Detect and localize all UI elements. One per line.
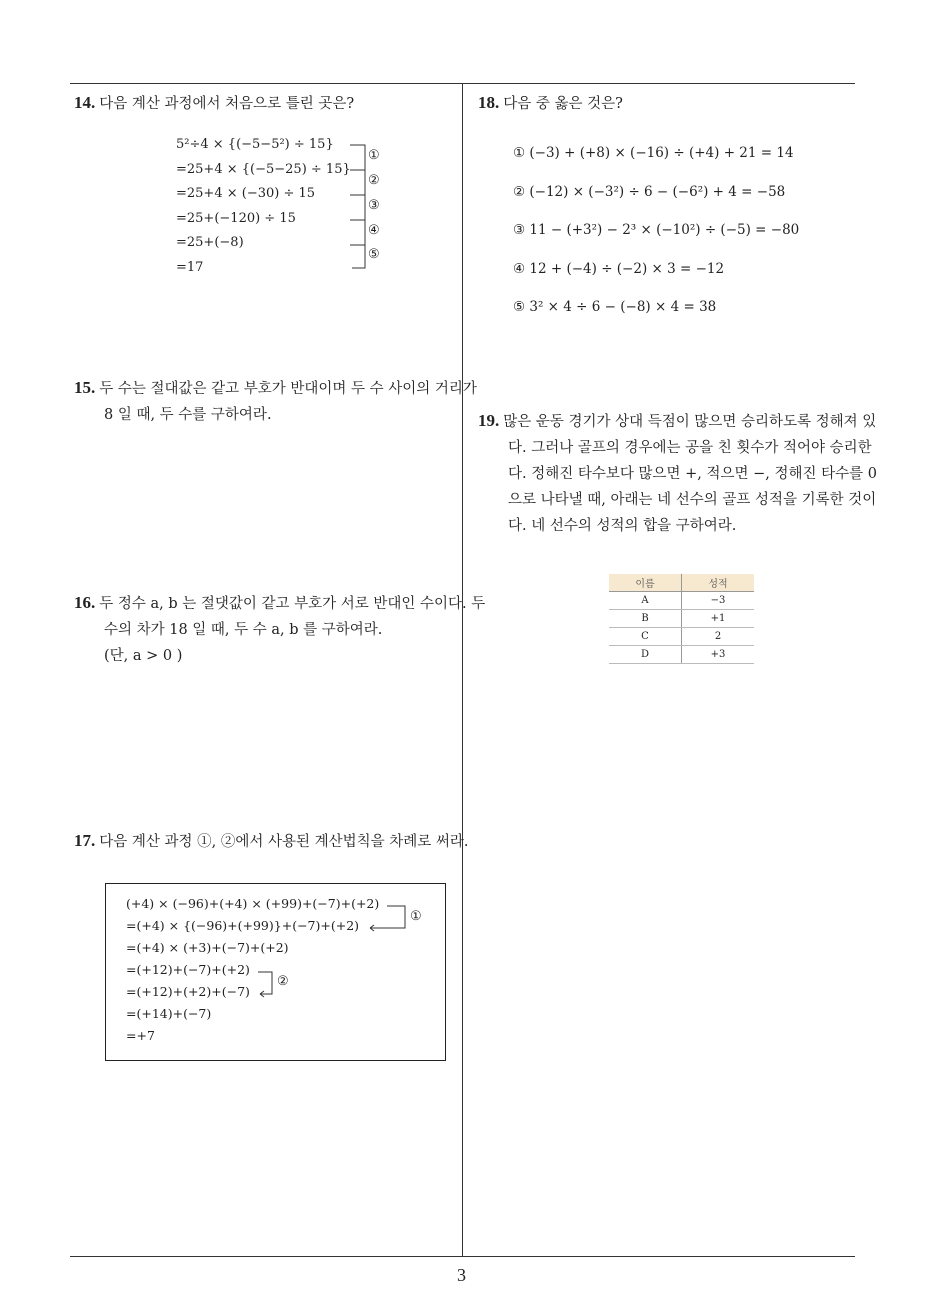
step-marker: ② (368, 173, 380, 188)
calc-line: =(+12)+(+2)+(−7) (126, 984, 250, 999)
option-4[interactable]: ④ 12 + (−4) ÷ (−2) × 3 = −12 (513, 260, 725, 277)
q18-options (513, 134, 799, 327)
calc-line: =(+4) × {(−96)+(+99)}+(−7)+(+2) (126, 918, 360, 933)
step-marker: ④ (368, 223, 380, 238)
option-3[interactable]: ③ 11 − (+3²) − 2³ × (−10²) ÷ (−5) = −80 (513, 222, 800, 238)
calc-line: =25+4 × (−30) ÷ 15 (176, 186, 316, 201)
calc-line: =+7 (126, 1028, 155, 1043)
question-number: 16. (74, 593, 96, 612)
table-row (609, 592, 754, 610)
golf-score-table (609, 574, 754, 664)
cell-score: −3 (682, 592, 755, 610)
question-16 (74, 590, 486, 669)
option-5[interactable]: ⑤ 3² × 4 ÷ 6 − (−8) × 4 = 38 (513, 299, 717, 315)
q17-step-brackets (250, 898, 410, 998)
cell-name: C (609, 628, 682, 646)
table-row (609, 610, 754, 628)
step-marker: ③ (368, 198, 380, 213)
cell-name: A (609, 592, 682, 610)
question-19 (478, 408, 890, 539)
table-row (609, 628, 754, 646)
bottom-rule (70, 1256, 855, 1257)
question-text: 많은 운동 경기가 상대 득점이 많으면 승리하도록 정해져 있다. 그러나 골프의 경우에는 공을 친 횟수가 적어야 승리한다. 정해진 타수보다 많으면 +, 적으면 −, 정해진 타수를 0으로 나타낼 때, 아래는 네 선수의 골프 성적을 기록한 것이다. 네 선수의 성적의 합을 구하여라. (503, 414, 877, 534)
calc-line: 5²÷4 × {(−5−5²) ÷ 15} (176, 137, 334, 152)
q14-calculation (176, 133, 351, 280)
calc-line: =17 (176, 259, 204, 275)
header-name: 이름 (609, 574, 682, 592)
calc-line: =(+4) × (+3)+(−7)+(+2) (126, 940, 289, 955)
calc-line: =25+(−8) (176, 235, 244, 250)
question-15 (74, 375, 486, 428)
question-17 (74, 828, 486, 855)
question-text: 다음 중 옳은 것은? (503, 96, 623, 112)
question-condition: (단, a > 0 ) (104, 648, 183, 664)
option-1[interactable]: ① (−3) + (+8) × (−16) ÷ (+4) + 21 = 14 (513, 145, 794, 161)
cell-name: D (609, 646, 682, 664)
table-header-row (609, 574, 754, 592)
calc-line: =(+14)+(−7) (126, 1006, 212, 1021)
calc-line: =25+4 × {(−5−25) ÷ 15} (176, 161, 351, 177)
table-row (609, 646, 754, 664)
step-marker: ② (277, 974, 289, 989)
question-text: 두 수는 절대값은 같고 부호가 반대이며 두 수 사이의 거리가 8 일 때, 두 수를 구하여라. (99, 381, 477, 423)
page-number: 3 (457, 1265, 466, 1285)
question-18 (478, 90, 858, 117)
calc-line: =(+12)+(−7)+(+2) (126, 962, 250, 977)
column-divider (462, 83, 463, 1256)
question-14 (74, 90, 454, 117)
option-2[interactable]: ② (−12) × (−3²) ÷ 6 − (−6²) + 4 = −58 (513, 183, 786, 200)
cell-score: 2 (682, 628, 755, 646)
calc-line: (+4) × (−96)+(+4) × (+99)+(−7)+(+2) (126, 896, 380, 911)
step-marker: ① (368, 148, 380, 163)
question-number: 14. (74, 93, 96, 112)
step-marker: ① (410, 909, 422, 924)
cell-score: +1 (682, 610, 755, 628)
q14-step-brackets (340, 140, 370, 275)
cell-name: B (609, 610, 682, 628)
question-number: 18. (478, 93, 500, 112)
question-number: 19. (478, 411, 500, 430)
question-number: 17. (74, 831, 96, 850)
question-text: 두 정수 a, b 는 절댓값이 같고 부호가 서로 반대인 수이다. 두 수의 차가 18 일 때, 두 수 a, b 를 구하여라. (99, 596, 486, 638)
calc-line: =25+(−120) ÷ 15 (176, 210, 296, 226)
step-marker: ⑤ (368, 247, 380, 262)
cell-score: +3 (682, 646, 755, 664)
header-score: 성적 (682, 574, 755, 592)
question-text: 다음 계산 과정에서 처음으로 틀린 곳은? (99, 96, 355, 112)
question-number: 15. (74, 378, 96, 397)
question-text: 다음 계산 과정 ①, ②에서 사용된 계산법칙을 차례로 써라. (99, 834, 469, 850)
